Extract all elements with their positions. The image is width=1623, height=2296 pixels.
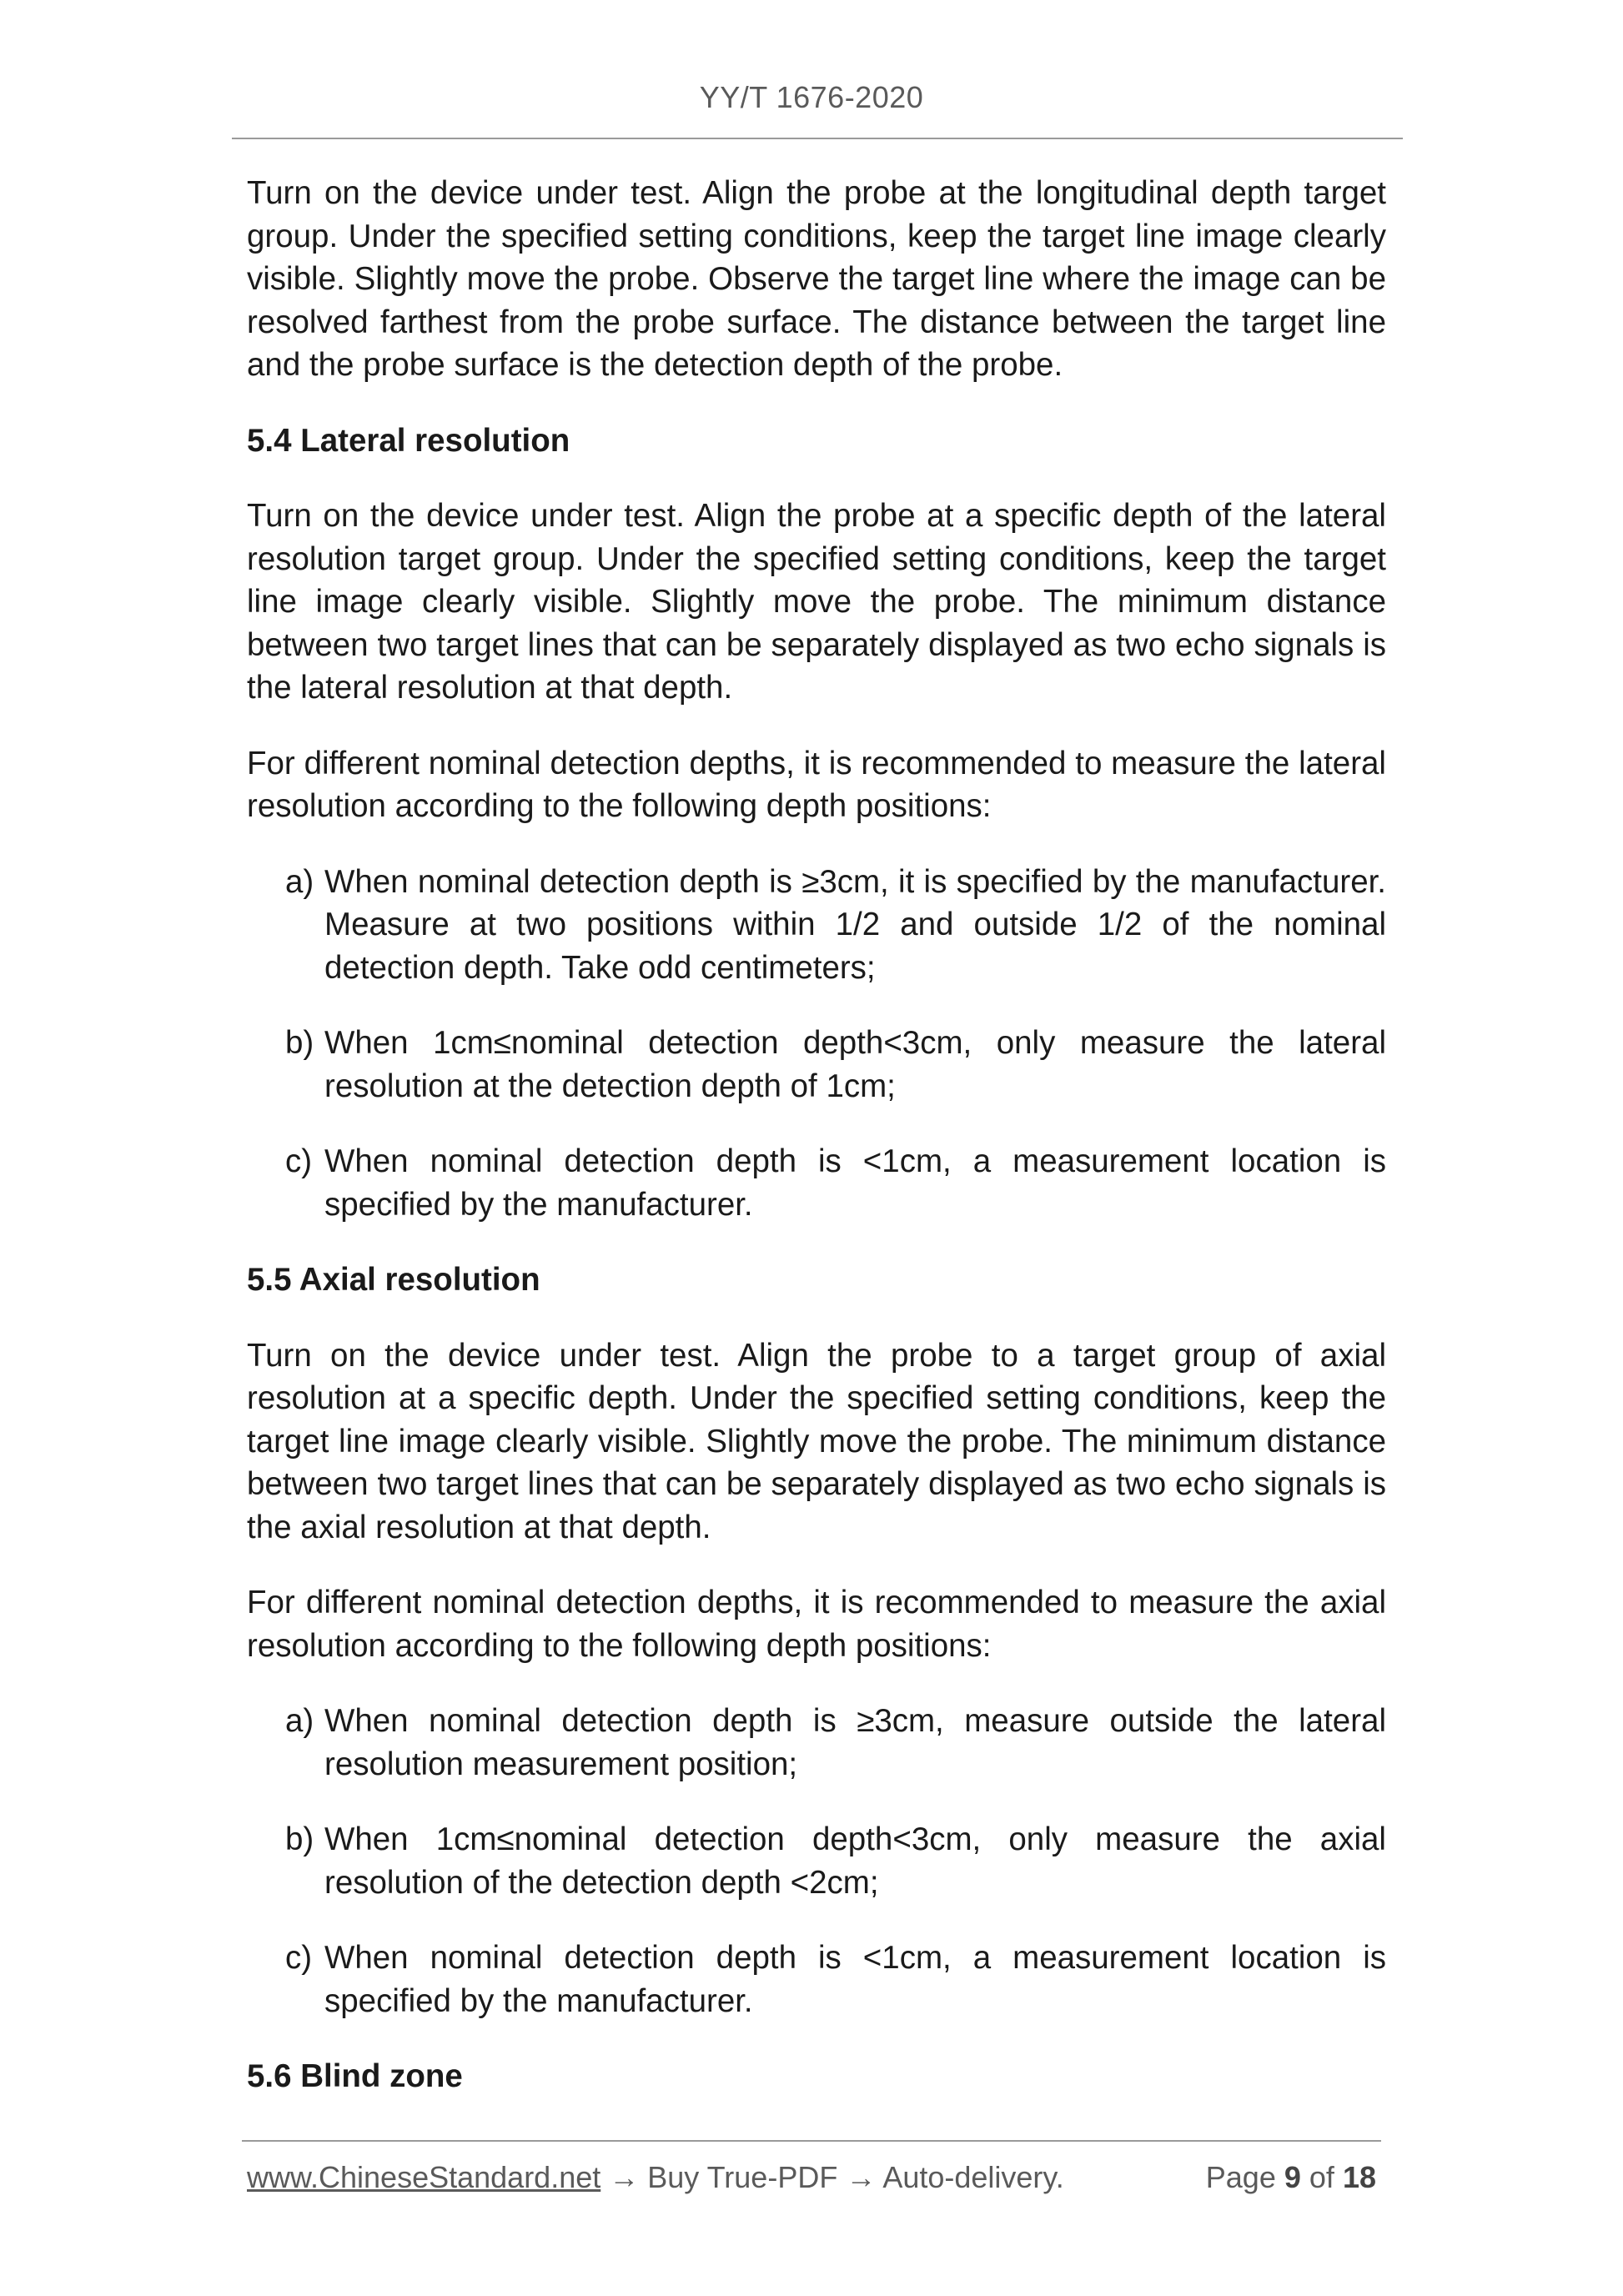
paragraph-axial-resolution-method: Turn on the device under test. Align the probe to a target group of axial resolution at a specific depth. Under the specified setting conditions, keep the target line image clearly visible. Slightly move the probe. The minimum distance between two target lines that can be separately displayed as two echo signals is the axial resolution at that depth. [247,1337,1386,1545]
paragraph-axial-resolution-intro: For different nominal detection depths, it is recommended to measure the axial resolution according to the following depth positions: [247,1585,1386,1664]
paragraph-detection-depth: Turn on the device under test. Align the probe at the longitudinal depth target group. Under the specified setting conditions, keep the target line image clearly visible. Slightly move the probe. Observe the target line where the image can be resolved farthest from the probe surface. The distance between the target line and the probe surface is the detection depth of the probe. [247,175,1386,383]
list-item [285,861,1386,990]
list-item-text: When nominal detection depth is <1cm, a measurement location is specified by the manufacturer. [324,1940,1386,2019]
document-code-header: YY/T 1676-2020 [699,80,924,114]
list-item-text: When 1cm≤nominal detection depth<3cm, only measure the lateral resolution at the detection depth of 1cm; [324,1025,1386,1104]
page-of: of [1309,2160,1334,2194]
footer-left [247,2160,1064,2195]
section-heading-lateral-resolution: 5.4 Lateral resolution [247,422,570,459]
footer-tagline: → Buy True-PDF → Auto-delivery. [600,2160,1064,2194]
footer-divider [242,2140,1381,2142]
chinese-standard-link[interactable]: www.ChineseStandard.net [247,2160,601,2194]
section-heading-blind-zone: 5.6 Blind zone [247,2058,463,2094]
list-item [285,1700,1386,1786]
list-item [285,1937,1386,2022]
page-total: 18 [1342,2160,1376,2194]
section-heading-axial-resolution: 5.5 Axial resolution [247,1262,540,1298]
paragraph-lateral-resolution-method: Turn on the device under test. Align the probe at a specific depth of the lateral resolution target group. Under the specified setting conditions, keep the target line image clearly visible. Slightly move the probe. The minimum distance between two target lines that can be separately displayed as two echo signals is the lateral resolution at that depth. [247,498,1386,706]
list-item-text: When nominal detection depth is <1cm, a measurement location is specified by the manufacturer. [324,1143,1386,1223]
page-label: Page [1205,2160,1276,2194]
list-marker: c) [285,1143,313,1179]
list-marker: b) [285,1821,314,1857]
list-marker: a) [285,1703,314,1739]
list-marker: c) [285,1940,313,1976]
paragraph-lateral-resolution-intro: For different nominal detection depths, it is recommended to measure the lateral resolution according to the following depth positions: [247,745,1386,824]
page-current: 9 [1284,2160,1301,2194]
page-number [1206,2160,1376,2195]
list-item [285,1140,1386,1226]
list-marker: b) [285,1025,314,1061]
list-item [285,1818,1386,1904]
list-marker: a) [285,863,314,900]
document-body [247,172,1386,2131]
header-divider [232,138,1403,139]
list-item [285,1022,1386,1108]
list-item-text: When nominal detection depth is ≥3cm, measure outside the lateral resolution measurement position; [324,1703,1386,1782]
list-item-text: When 1cm≤nominal detection depth<3cm, only measure the axial resolution of the detection depth <2cm; [324,1821,1386,1901]
list-item-text: When nominal detection depth is ≥3cm, it is specified by the manufacturer. Measure at two positions within 1/2 and outside 1/2 of the nominal detection depth. Take odd centimeters; [324,863,1386,986]
